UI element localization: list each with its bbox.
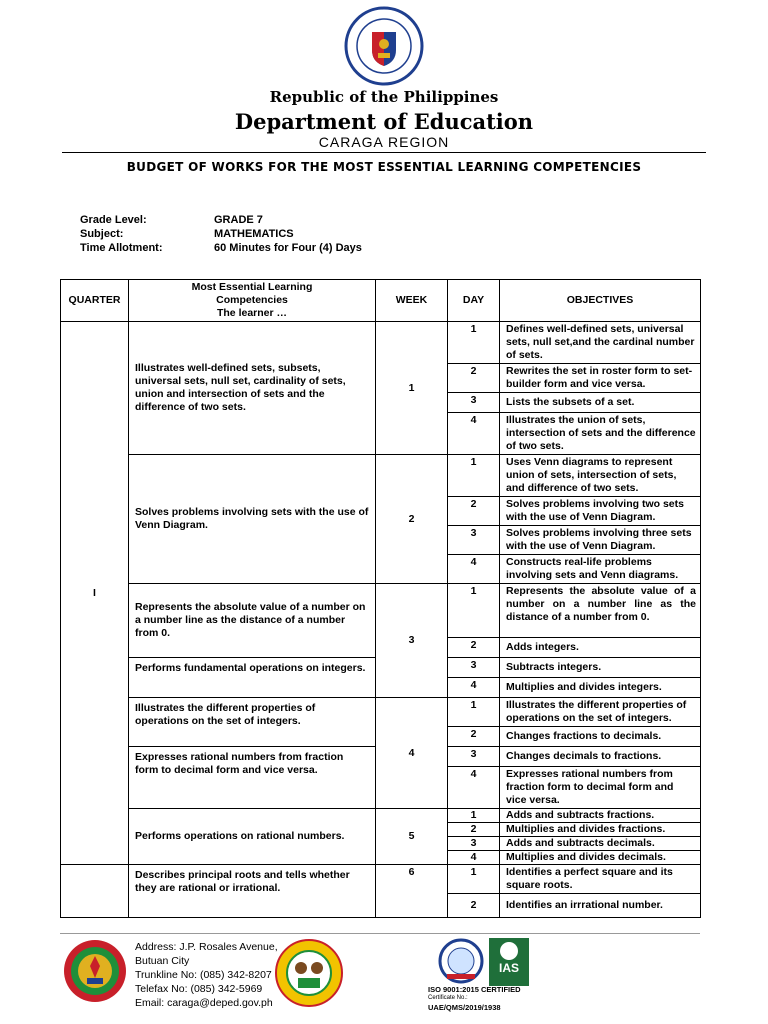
objective-cell: Subtracts integers. (500, 658, 701, 678)
day-cell: 2 (448, 364, 500, 393)
objective-cell: Illustrates the different properties of operations on the set of integers. (500, 698, 701, 727)
quarter-cell-empty (61, 865, 129, 918)
competency-cell: Solves problems involving sets with the use of Venn Diagram. (129, 455, 376, 584)
week-cell: 3 (376, 584, 448, 698)
competencies-header-line: Competencies (216, 294, 288, 306)
competency-cell: Performs operations on rational numbers. (129, 809, 376, 865)
objective-cell: Adds and subtracts decimals. (500, 837, 701, 851)
day-cell: 2 (448, 638, 500, 658)
day-cell: 2 (448, 894, 500, 918)
objective-cell: Multiplies and divides fractions. (500, 823, 701, 837)
ias-label: IAS (498, 961, 520, 975)
grade-level-label: Grade Level: (80, 214, 147, 226)
day-cell: 4 (448, 678, 500, 698)
day-cell: 3 (448, 526, 500, 555)
footer-divider (60, 933, 700, 934)
objective-cell: Multiplies and divides decimals. (500, 851, 701, 865)
table-row (61, 584, 701, 638)
objective-cell: Changes fractions to decimals. (500, 727, 701, 747)
competencies-header (129, 280, 376, 322)
objective-cell: Changes decimals to fractions. (500, 747, 701, 767)
day-cell: 4 (448, 767, 500, 809)
deped-seal-logo (344, 6, 424, 86)
budget-table (60, 279, 700, 918)
certification-text (428, 985, 521, 1012)
table-header-row (61, 280, 701, 322)
week-cell: 4 (376, 698, 448, 809)
objective-cell: Expresses rational numbers from fraction form to decimal form and vice versa. (500, 767, 701, 809)
department-heading: Department of Education (234, 109, 534, 134)
competency-cell: Expresses rational numbers from fraction form to decimal form and vice versa. (129, 747, 376, 809)
time-allotment-value: 60 Minutes for Four (4) Days (214, 242, 362, 254)
subject-value: MATHEMATICS (214, 228, 294, 240)
objective-cell: Defines well-defined sets, universal sets, null set,and the cardinal number of sets. (500, 322, 701, 364)
quarter-header: QUARTER (61, 280, 129, 322)
day-cell: 3 (448, 747, 500, 767)
competency-cell: Represents the absolute value of a number on a number line as the distance of a number from 0. (129, 584, 376, 658)
cert-line: ISO 9001:2015 CERTIFIED (428, 985, 521, 994)
day-cell: 1 (448, 322, 500, 364)
objectives-header: OBJECTIVES (500, 280, 701, 322)
day-cell: 3 (448, 837, 500, 851)
table-row (61, 809, 701, 823)
header-divider (62, 152, 706, 153)
quarter-cell: I (61, 322, 129, 865)
day-cell: 4 (448, 413, 500, 455)
objective-cell: Represents the absolute value of a number on a number line as the distance of a number from 0. (500, 584, 701, 638)
day-cell: 4 (448, 851, 500, 865)
objective-cell: Illustrates the union of sets, intersection of sets and the difference of two sets. (500, 413, 701, 455)
document-title: BUDGET OF WORKS FOR THE MOST ESSENTIAL LEARNING COMPETENCIES (126, 160, 642, 174)
objective-cell: Adds and subtracts fractions. (500, 809, 701, 823)
objective-cell: Constructs real-life problems involving sets and Venn diagrams. (500, 555, 701, 584)
objective-cell: Solves problems involving two sets with the use of Venn Diagram. (500, 497, 701, 526)
table-row (61, 865, 701, 894)
objective-cell: Rewrites the set in roster form to set-builder form and vice versa. (500, 364, 701, 393)
objective-cell: Uses Venn diagrams to represent union of sets, intersection of sets, and difference of two sets. (500, 455, 701, 497)
deped-caraga-logo (62, 938, 128, 1004)
day-cell: 1 (448, 455, 500, 497)
iso-certification-logo (437, 938, 485, 984)
objective-cell: Multiplies and divides integers. (500, 678, 701, 698)
week-cell: 1 (376, 322, 448, 455)
competencies-header-line: The learner … (216, 307, 288, 319)
region-heading: CARAGA REGION (318, 134, 450, 150)
telefax: Telefax No: (085) 342-5969 (135, 983, 263, 995)
address-line: Butuan City (135, 955, 190, 967)
day-header: DAY (448, 280, 500, 322)
table-row (61, 455, 701, 497)
week-cell: 2 (376, 455, 448, 584)
objective-cell: Adds integers. (500, 638, 701, 658)
trunkline: Trunkline No: (085) 342-8207 (135, 969, 272, 981)
day-cell: 1 (448, 809, 500, 823)
objective-cell: Identifies an irrrational number. (500, 894, 701, 918)
table-row (61, 322, 701, 364)
day-cell: 1 (448, 584, 500, 638)
grade-level-value: GRADE 7 (214, 214, 263, 226)
day-cell: 2 (448, 823, 500, 837)
day-cell: 4 (448, 555, 500, 584)
competency-cell: Describes principal roots and tells whether they are rational or irrational. (129, 865, 376, 918)
day-cell: 2 (448, 727, 500, 747)
email: Email: caraga@deped.gov.ph (135, 997, 273, 1009)
week-cell: 5 (376, 809, 448, 865)
footer-address (135, 940, 278, 1010)
objective-cell: Lists the subsets of a set. (500, 393, 701, 413)
week-header: WEEK (376, 280, 448, 322)
day-cell: 3 (448, 393, 500, 413)
time-allotment-label: Time Allotment: (80, 242, 163, 254)
cert-line: UAE/QMS/2019/1938 (428, 1003, 501, 1012)
ias-accreditation-logo (489, 938, 529, 986)
day-cell: 2 (448, 497, 500, 526)
school-logo (274, 938, 344, 1008)
objective-cell: Solves problems involving three sets with the use of Venn Diagram. (500, 526, 701, 555)
week-cell: 6 (376, 865, 448, 918)
republic-heading: Republic of the Philippines (269, 88, 499, 106)
day-cell: 1 (448, 865, 500, 894)
address-line: Address: J.P. Rosales Avenue, (135, 941, 278, 953)
competency-cell: Illustrates well-defined sets, subsets, universal sets, null set, cardinality of sets, union and intersection of sets and the difference of two sets. (129, 322, 376, 455)
day-cell: 1 (448, 698, 500, 727)
cert-line: Certificate No.: (428, 995, 468, 1001)
competency-cell: Illustrates the different properties of operations on the set of integers. (129, 698, 376, 747)
competencies-header-line: Most Essential Learning (191, 281, 313, 293)
competency-cell: Performs fundamental operations on integers. (129, 658, 376, 698)
table-row (61, 698, 701, 727)
subject-label: Subject: (80, 228, 124, 240)
day-cell: 3 (448, 658, 500, 678)
objective-cell: Identifies a perfect square and its square roots. (500, 865, 701, 894)
